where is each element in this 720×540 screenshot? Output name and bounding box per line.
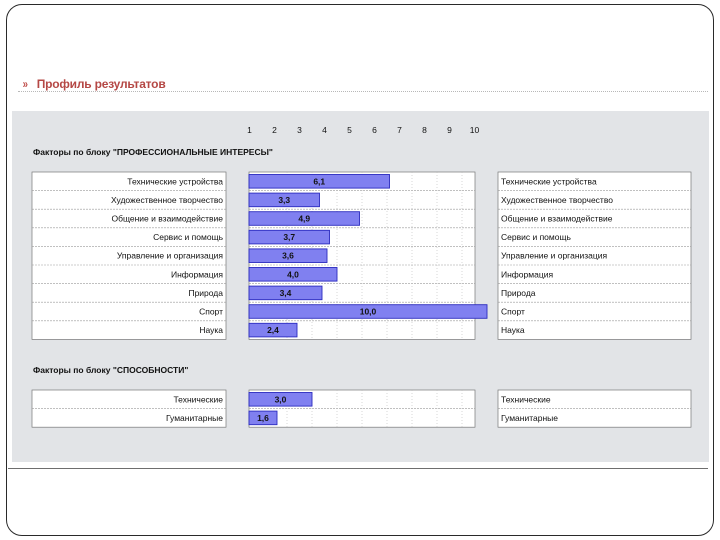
right-row-label: Сервис и помощь (501, 232, 571, 243)
bar-value-label: 3,3 (278, 194, 291, 205)
scale-tick-label: 3 (297, 125, 302, 135)
scale-tick-label: 7 (397, 125, 402, 135)
bar-value-label: 3,4 (279, 287, 292, 298)
left-row-label: Природа (188, 287, 223, 298)
left-row-label: Художественное творчество (111, 194, 223, 205)
scale-tick-label: 6 (372, 125, 377, 135)
bar-value-label: 1,6 (257, 412, 269, 423)
left-row-label: Сервис и помощь (153, 232, 223, 243)
bar-value-label: 3,6 (282, 250, 294, 261)
right-row-label: Технические (501, 394, 551, 405)
right-row-label: Технические устройства (501, 176, 597, 187)
right-row-label: Управление и организация (501, 250, 608, 261)
bar-value-label: 4,0 (287, 269, 299, 280)
right-row-label: Художественное творчество (501, 194, 613, 205)
left-row-label: Информация (170, 269, 223, 280)
scale-tick-label: 1 (247, 125, 252, 135)
bar-value-label: 3,0 (274, 394, 287, 405)
bottom-rule (8, 468, 708, 469)
left-row-label: Наука (199, 325, 223, 336)
scale-tick-label: 9 (447, 125, 452, 135)
right-row-label: Гуманитарные (501, 412, 558, 423)
header-divider (18, 91, 708, 92)
scale-tick-label: 5 (347, 125, 352, 135)
group-title: Факторы по блоку "СПОСОБНОСТИ" (33, 365, 189, 375)
slide-header (22, 76, 166, 92)
slide-title: Профиль результатов (36, 77, 166, 91)
bar-value-label: 2,4 (267, 325, 279, 336)
bar-value-label: 10,0 (359, 306, 377, 317)
right-row-label: Общение и взаимодействие (501, 213, 613, 224)
left-row-label: Общение и взаимодействие (111, 213, 223, 224)
right-row-label: Наука (501, 325, 525, 336)
bar-value-label: 6,1 (313, 176, 326, 187)
scale-tick-label: 10 (469, 125, 480, 135)
left-row-label: Технические (173, 394, 223, 405)
group-title: Факторы по блоку "ПРОФЕССИОНАЛЬНЫЕ ИНТЕРЕСЫ" (33, 147, 273, 157)
scale-tick-label: 4 (322, 125, 327, 135)
scale-tick-label: 8 (422, 125, 427, 135)
bar-value-label: 4,9 (298, 213, 311, 224)
left-row-label: Спорт (199, 306, 223, 317)
left-row-label: Управление и организация (116, 250, 223, 261)
right-row-label: Природа (501, 287, 536, 298)
bar-value-label: 3,7 (283, 232, 296, 243)
results-chart-panel (12, 111, 709, 462)
scale-tick-label: 2 (272, 125, 277, 135)
right-row-label: Спорт (501, 306, 525, 317)
left-row-label: Гуманитарные (166, 412, 223, 423)
results-chart (12, 111, 709, 462)
right-row-label: Информация (501, 269, 554, 280)
left-row-label: Технические устройства (127, 176, 223, 187)
bullet-icon: » (22, 77, 29, 91)
